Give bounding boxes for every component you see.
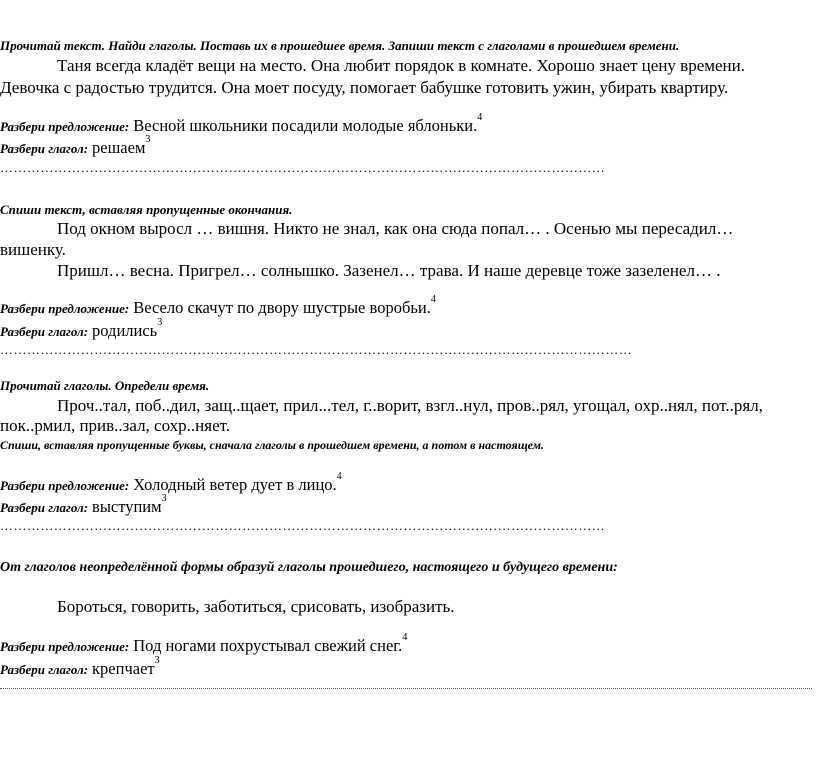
ex3-instruction2: Спиши, вставляя пропущенные буквы, сначала глаголы в прошедшем времени, а потом в настоящем.: [0, 438, 544, 452]
ex2-sentence-row: [0, 294, 436, 318]
ex4-sentence-sup: 4: [402, 632, 408, 643]
ex1-verb: решаем: [92, 138, 146, 157]
ex1-text-line2: Девочка с радостью трудится. Она моет посуду, помогает бабушке готовить ужин, убирать квартиру.: [0, 78, 729, 97]
ex4-answer-dotted-line: [0, 688, 812, 689]
ex2-sentence: Весело скачут по двору шустрые воробьи.: [133, 298, 431, 317]
ex4-verb: крепчает: [92, 659, 155, 678]
ex1-sentence-sup: 4: [477, 112, 483, 123]
ex3-text-line2: пок..рмил, прив..зал, сохр..няет.: [0, 416, 231, 435]
ex3-answer-dots: ………………………………………………………………………………………………………………………: [0, 518, 606, 533]
ex2-text-line1: Под окном выросл … вишня. Никто не знал, как она сюда попал… . Осенью мы пересадил…: [57, 219, 734, 238]
ex3-sentence-label: Разбери предложение:: [0, 478, 130, 493]
ex3-sentence: Холодный ветер дует в лицо.: [133, 475, 337, 494]
ex4-verb-sup: 3: [154, 655, 160, 666]
ex1-sentence: Весной школьники посадили молодые яблоньки.: [133, 116, 478, 135]
ex1-instruction: Прочитай текст. Найди глаголы. Поставь их в прошедшее время. Запиши текст с глаголами в прошедшем времени.: [0, 38, 680, 53]
ex2-text-line3: Пришл… весна. Пригрел… солнышко. Зазенел… трава. И наше деревце тоже зазеленел… .: [57, 261, 721, 280]
ex2-verb-label: Разбери глагол:: [0, 324, 89, 339]
ex1-verb-row: [0, 134, 151, 158]
ex3-sentence-row: [0, 471, 342, 495]
ex4-sentence-row: [0, 632, 408, 656]
ex1-verb-label: Разбери глагол:: [0, 141, 89, 156]
ex2-text-line2: вишенку.: [0, 240, 66, 259]
ex1-text-line1: Таня всегда кладёт вещи на место. Она любит порядок в комнате. Хорошо знает цену времени.: [57, 56, 745, 75]
ex2-sentence-label: Разбери предложение:: [0, 301, 130, 316]
ex1-sentence-row: [0, 112, 483, 136]
ex3-verb-sup: 3: [161, 493, 167, 504]
ex3-verb-row: [0, 493, 167, 517]
ex3-instruction: Прочитай глаголы. Определи время.: [0, 378, 210, 393]
ex2-verb: родились: [92, 321, 158, 340]
ex1-answer-dots: ………………………………………………………………………………………………………………………: [0, 160, 606, 175]
ex2-instruction: Спиши текст, вставляя пропущенные окончания.: [0, 202, 293, 217]
ex2-sentence-sup: 4: [430, 294, 436, 305]
ex4-sentence: Под ногами похрустывал свежий снег.: [133, 636, 403, 655]
ex4-sentence-label: Разбери предложение:: [0, 639, 130, 654]
ex1-verb-sup: 3: [145, 134, 151, 145]
ex3-verb-label: Разбери глагол:: [0, 500, 89, 515]
ex2-verb-sup: 3: [157, 317, 163, 328]
ex4-verb-label: Разбери глагол:: [0, 662, 89, 677]
ex3-sentence-sup: 4: [336, 471, 342, 482]
ex2-verb-row: [0, 317, 163, 341]
ex3-verb: выступим: [92, 497, 162, 516]
ex4-verb-row: [0, 655, 160, 679]
ex4-instruction: От глаголов неопределённой формы образуй глаголы прошедшего, настоящего и будущего времени:: [0, 560, 618, 575]
ex1-sentence-label: Разбери предложение:: [0, 119, 130, 134]
ex4-text-line1: Бороться, говорить, заботиться, срисовать, изобразить.: [57, 597, 455, 616]
ex2-answer-dots: ……………………………………………………………………………………………………………………………: [0, 342, 633, 357]
ex3-text-line1: Проч..тал, поб..дил, защ..щает, прил...тел, г..ворит, взгл..нул, пров..рял, угощал, охр..нял, пот..рял,: [57, 396, 763, 415]
